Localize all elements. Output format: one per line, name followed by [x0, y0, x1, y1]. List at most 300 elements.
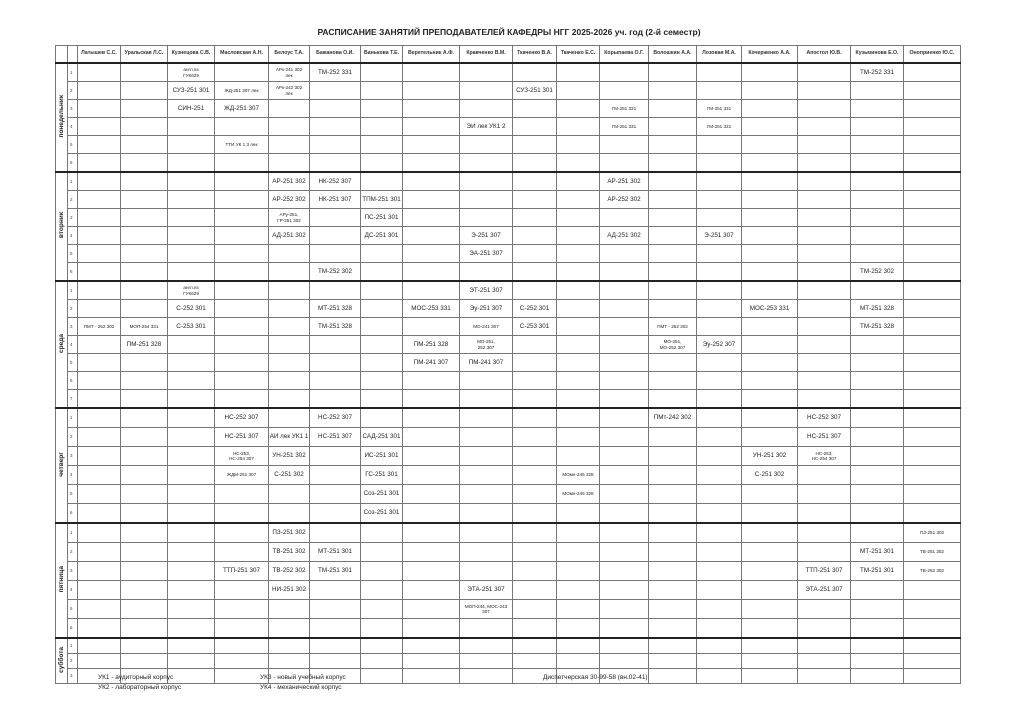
schedule-cell	[361, 354, 403, 372]
schedule-cell	[649, 300, 697, 318]
schedule-cell	[460, 263, 513, 282]
schedule-cell	[121, 263, 168, 282]
schedule-cell	[460, 408, 513, 428]
schedule-cell	[798, 619, 851, 639]
schedule-cell	[310, 638, 361, 654]
schedule-cell: НС-252 307	[310, 408, 361, 428]
schedule-cell: С-251 302	[269, 466, 310, 485]
schedule-cell	[742, 543, 798, 562]
schedule-cell	[215, 638, 269, 654]
schedule-cell	[557, 281, 600, 300]
schedule-cell	[649, 372, 697, 390]
schedule-cell	[649, 136, 697, 154]
teacher-header: Ванькова Т.Е.	[361, 46, 403, 64]
schedule-cell	[310, 504, 361, 524]
schedule-cell	[904, 408, 961, 428]
schedule-cell	[460, 172, 513, 191]
schedule-cell: АД-251 302	[600, 227, 649, 245]
schedule-cell	[361, 372, 403, 390]
schedule-cell	[168, 118, 215, 136]
lesson-number: 3	[68, 562, 78, 581]
schedule-cell	[798, 209, 851, 227]
schedule-cell: ПЗ-251 302	[904, 523, 961, 543]
schedule-cell	[742, 191, 798, 209]
schedule-cell	[649, 245, 697, 263]
schedule-cell: НК-251 307	[310, 191, 361, 209]
schedule-cell: ЭТ-251 307	[460, 281, 513, 300]
schedule-cell	[78, 300, 121, 318]
lesson-row	[56, 372, 961, 390]
schedule-cell	[460, 154, 513, 173]
schedule-cell	[78, 504, 121, 524]
schedule-cell	[697, 581, 742, 600]
schedule-cell	[851, 504, 904, 524]
schedule-cell	[798, 485, 851, 504]
schedule-cell: ТМ-251 328	[310, 318, 361, 336]
schedule-cell	[649, 227, 697, 245]
schedule-cell: англ.яз ГУК629	[168, 281, 215, 300]
schedule-cell	[403, 191, 460, 209]
schedule-cell	[215, 600, 269, 619]
schedule-cell	[600, 136, 649, 154]
schedule-cell	[557, 354, 600, 372]
day-label	[56, 408, 68, 523]
schedule-cell: ИС-251 301	[361, 447, 403, 466]
schedule-cell	[904, 300, 961, 318]
teacher-header: Кузьминова Е.О.	[851, 46, 904, 64]
schedule-cell	[649, 447, 697, 466]
schedule-cell	[78, 523, 121, 543]
schedule-cell: АР-251 302	[269, 172, 310, 191]
schedule-cell: ЖД-251 307	[215, 100, 269, 118]
schedule-cell	[851, 245, 904, 263]
schedule-cell	[600, 209, 649, 227]
schedule-cell	[649, 118, 697, 136]
schedule-cell: ГМ-251 331	[600, 118, 649, 136]
schedule-cell	[557, 523, 600, 543]
schedule-cell	[904, 154, 961, 173]
schedule-cell	[697, 390, 742, 409]
schedule-cell: СУЗ-251 301	[168, 82, 215, 100]
schedule-cell: ТВ-251 302	[904, 543, 961, 562]
schedule-cell: ТМ-251 301	[310, 562, 361, 581]
schedule-cell	[121, 281, 168, 300]
schedule-cell	[121, 600, 168, 619]
schedule-cell	[600, 245, 649, 263]
schedule-cell	[649, 63, 697, 82]
schedule-cell	[460, 523, 513, 543]
schedule-cell	[403, 447, 460, 466]
schedule-cell: НК-252 307	[310, 172, 361, 191]
schedule-cell: С-251 302	[742, 466, 798, 485]
teacher-header: Лозовая М.А.	[697, 46, 742, 64]
schedule-cell	[904, 136, 961, 154]
lesson-number: 6	[68, 504, 78, 524]
schedule-cell	[168, 523, 215, 543]
schedule-cell	[215, 619, 269, 639]
schedule-cell	[269, 136, 310, 154]
schedule-cell	[403, 100, 460, 118]
schedule-cell	[904, 245, 961, 263]
schedule-cell	[697, 447, 742, 466]
day-label-text: пятница	[57, 566, 65, 593]
schedule-cell	[513, 191, 557, 209]
schedule-cell	[403, 654, 460, 669]
schedule-cell	[460, 504, 513, 524]
schedule-cell	[403, 390, 460, 409]
schedule-cell	[513, 619, 557, 639]
schedule-cell	[742, 154, 798, 173]
schedule-cell	[600, 562, 649, 581]
schedule-cell	[168, 263, 215, 282]
day-label-text: понедельник	[57, 95, 65, 138]
schedule-cell: ГМ-251 331	[600, 100, 649, 118]
schedule-cell	[361, 600, 403, 619]
schedule-cell	[168, 466, 215, 485]
schedule-cell	[904, 172, 961, 191]
lesson-number: 6	[68, 372, 78, 390]
schedule-cell	[851, 372, 904, 390]
schedule-cell	[742, 136, 798, 154]
schedule-cell	[557, 154, 600, 173]
schedule-cell: ЭА-251 307	[460, 245, 513, 263]
schedule-cell	[851, 191, 904, 209]
schedule-cell	[215, 154, 269, 173]
lesson-number: 3	[68, 100, 78, 118]
schedule-cell	[78, 63, 121, 82]
lesson-number: 1	[68, 408, 78, 428]
schedule-cell: МО-251, МО-252 307	[649, 336, 697, 354]
schedule-cell	[513, 600, 557, 619]
schedule-cell: АР-252 302	[600, 191, 649, 209]
schedule-cell	[600, 504, 649, 524]
schedule-cell	[121, 118, 168, 136]
lesson-number: 4	[68, 466, 78, 485]
schedule-cell	[742, 372, 798, 390]
schedule-cell	[215, 390, 269, 409]
schedule-cell	[513, 543, 557, 562]
lesson-row	[56, 447, 961, 466]
schedule-cell	[460, 543, 513, 562]
lesson-number: 4	[68, 581, 78, 600]
schedule-cell	[403, 619, 460, 639]
schedule-cell	[269, 300, 310, 318]
schedule-cell	[78, 118, 121, 136]
schedule-cell	[742, 390, 798, 409]
legend-uk1: УК1 - аудиторный корпус	[98, 674, 174, 681]
schedule-cell	[649, 543, 697, 562]
schedule-cell	[269, 100, 310, 118]
day-label	[56, 523, 68, 638]
schedule-cell	[78, 136, 121, 154]
schedule-cell	[851, 82, 904, 100]
schedule-cell	[697, 354, 742, 372]
schedule-cell	[742, 281, 798, 300]
schedule-cell	[649, 619, 697, 639]
schedule-cell	[78, 154, 121, 173]
schedule-cell	[269, 245, 310, 263]
lesson-number: 4	[68, 227, 78, 245]
schedule-cell	[697, 191, 742, 209]
schedule-cell: МОмн-245 328	[557, 485, 600, 504]
schedule-cell: ТМ-252 331	[851, 63, 904, 82]
schedule-cell	[310, 227, 361, 245]
lesson-row	[56, 428, 961, 447]
schedule-cell	[851, 523, 904, 543]
schedule-cell: ТТП-251 307	[215, 562, 269, 581]
schedule-cell	[168, 619, 215, 639]
schedule-cell	[798, 318, 851, 336]
schedule-cell	[904, 118, 961, 136]
schedule-cell: НИ-251 302	[269, 581, 310, 600]
schedule-cell	[557, 82, 600, 100]
schedule-cell	[798, 543, 851, 562]
schedule-cell	[798, 372, 851, 390]
schedule-cell	[798, 390, 851, 409]
lesson-number: 3	[68, 209, 78, 227]
schedule-cell: МО-251, 252 307	[460, 336, 513, 354]
schedule-cell	[403, 227, 460, 245]
schedule-cell	[403, 485, 460, 504]
schedule-cell	[121, 209, 168, 227]
schedule-cell	[798, 227, 851, 245]
schedule-cell	[403, 408, 460, 428]
schedule-cell	[269, 600, 310, 619]
schedule-cell	[460, 390, 513, 409]
day-label-text: вторник	[57, 212, 65, 239]
schedule-cell	[649, 354, 697, 372]
schedule-cell	[78, 447, 121, 466]
schedule-cell	[168, 562, 215, 581]
schedule-cell	[78, 354, 121, 372]
schedule-cell	[460, 372, 513, 390]
schedule-cell	[215, 245, 269, 263]
lesson-row	[56, 63, 961, 82]
day-label-text: среда	[57, 333, 65, 353]
schedule-cell: ТВ-252 302	[269, 562, 310, 581]
schedule-cell	[121, 466, 168, 485]
schedule-cell: ТМ-252 302	[851, 263, 904, 282]
schedule-cell	[851, 172, 904, 191]
schedule-cell	[798, 638, 851, 654]
schedule-cell	[78, 191, 121, 209]
schedule-cell	[168, 191, 215, 209]
lesson-row	[56, 581, 961, 600]
schedule-cell	[513, 263, 557, 282]
schedule-cell: ПМТ - 252 302	[649, 318, 697, 336]
schedule-cell	[513, 523, 557, 543]
schedule-cell	[851, 118, 904, 136]
teacher-header: Бажанова О.И.	[310, 46, 361, 64]
schedule-cell	[361, 523, 403, 543]
schedule-cell	[557, 209, 600, 227]
schedule-cell	[78, 408, 121, 428]
lesson-row	[56, 562, 961, 581]
schedule-cell	[600, 600, 649, 619]
schedule-cell	[121, 485, 168, 504]
schedule-cell	[269, 372, 310, 390]
schedule-cell	[78, 428, 121, 447]
schedule-cell	[310, 390, 361, 409]
lesson-row	[56, 245, 961, 263]
lesson-row	[56, 408, 961, 428]
schedule-cell: МОП-254 331	[121, 318, 168, 336]
schedule-cell	[78, 466, 121, 485]
schedule-cell: Соз-251 301	[361, 504, 403, 524]
schedule-cell	[742, 523, 798, 543]
schedule-table	[55, 45, 961, 684]
schedule-cell	[557, 581, 600, 600]
schedule-cell	[513, 354, 557, 372]
schedule-cell	[557, 63, 600, 82]
schedule-cell	[168, 227, 215, 245]
schedule-cell	[649, 600, 697, 619]
schedule-cell	[513, 428, 557, 447]
schedule-cell	[697, 63, 742, 82]
schedule-cell	[904, 485, 961, 504]
lesson-number: 2	[68, 82, 78, 100]
schedule-cell	[121, 523, 168, 543]
schedule-cell	[513, 336, 557, 354]
schedule-cell	[851, 619, 904, 639]
schedule-cell	[269, 154, 310, 173]
lesson-row	[56, 523, 961, 543]
teacher-header: Кравченко В.М.	[460, 46, 513, 64]
schedule-cell	[557, 136, 600, 154]
schedule-cell	[798, 504, 851, 524]
schedule-cell	[557, 447, 600, 466]
schedule-cell	[697, 562, 742, 581]
schedule-cell: ПМт-242 302	[649, 408, 697, 428]
schedule-cell	[269, 504, 310, 524]
schedule-cell: СУЗ-251 301	[513, 82, 557, 100]
schedule-cell	[798, 466, 851, 485]
schedule-cell	[121, 300, 168, 318]
schedule-cell	[513, 136, 557, 154]
lesson-row	[56, 354, 961, 372]
schedule-cell: МТ-251 328	[851, 300, 904, 318]
schedule-cell	[742, 504, 798, 524]
schedule-cell	[649, 82, 697, 100]
lesson-row	[56, 638, 961, 654]
schedule-cell	[310, 485, 361, 504]
schedule-cell	[361, 118, 403, 136]
schedule-cell	[649, 523, 697, 543]
schedule-cell	[557, 263, 600, 282]
schedule-cell	[168, 485, 215, 504]
schedule-cell	[168, 172, 215, 191]
schedule-cell	[78, 372, 121, 390]
schedule-cell	[513, 562, 557, 581]
legend-uk3: УК3 - новый учебный корпус	[260, 674, 346, 681]
schedule-cell	[403, 543, 460, 562]
schedule-cell	[697, 654, 742, 669]
schedule-cell	[697, 300, 742, 318]
schedule-cell	[78, 100, 121, 118]
schedule-cell	[904, 504, 961, 524]
schedule-cell: ТТП-251 307	[798, 562, 851, 581]
schedule-cell	[215, 191, 269, 209]
schedule-cell	[600, 154, 649, 173]
schedule-cell: ГМ-251 331	[697, 100, 742, 118]
schedule-cell	[513, 372, 557, 390]
schedule-cell: С-252 301	[168, 300, 215, 318]
schedule-cell	[215, 263, 269, 282]
schedule-cell	[121, 372, 168, 390]
schedule-cell	[600, 300, 649, 318]
schedule-cell	[215, 654, 269, 669]
lesson-number: 4	[68, 118, 78, 136]
schedule-cell	[697, 466, 742, 485]
teacher-header: Латышев С.С.	[78, 46, 121, 64]
schedule-cell	[649, 504, 697, 524]
schedule-cell	[851, 136, 904, 154]
schedule-cell	[513, 466, 557, 485]
schedule-cell	[310, 447, 361, 466]
schedule-cell	[904, 100, 961, 118]
schedule-cell	[403, 318, 460, 336]
schedule-cell	[513, 654, 557, 669]
schedule-cell	[361, 654, 403, 669]
schedule-cell	[121, 354, 168, 372]
schedule-cell	[168, 428, 215, 447]
day-label	[56, 172, 68, 281]
schedule-cell	[557, 100, 600, 118]
schedule-cell: ТМ-252 302	[310, 263, 361, 282]
schedule-cell	[361, 581, 403, 600]
schedule-cell: НС-252 307	[798, 408, 851, 428]
schedule-cell	[742, 354, 798, 372]
schedule-cell: НС-253, НС-254 307	[798, 447, 851, 466]
schedule-cell	[121, 172, 168, 191]
schedule-cell	[310, 154, 361, 173]
schedule-cell	[78, 562, 121, 581]
schedule-cell	[168, 154, 215, 173]
schedule-cell	[742, 562, 798, 581]
schedule-cell	[215, 300, 269, 318]
schedule-cell	[904, 336, 961, 354]
schedule-cell	[269, 336, 310, 354]
schedule-cell	[361, 281, 403, 300]
schedule-cell	[697, 209, 742, 227]
schedule-cell	[600, 281, 649, 300]
teacher-header: Волошкин А.А.	[649, 46, 697, 64]
lesson-row	[56, 485, 961, 504]
schedule-cell: НС-253, НС-254 307	[215, 447, 269, 466]
schedule-cell	[904, 372, 961, 390]
schedule-cell	[600, 447, 649, 466]
schedule-cell	[904, 619, 961, 639]
schedule-cell: НС-252 307	[215, 408, 269, 428]
schedule-cell	[460, 562, 513, 581]
schedule-cell	[798, 281, 851, 300]
schedule-cell	[361, 100, 403, 118]
schedule-cell	[403, 281, 460, 300]
schedule-cell	[904, 428, 961, 447]
schedule-cell	[121, 581, 168, 600]
schedule-cell	[168, 638, 215, 654]
schedule-cell	[121, 619, 168, 639]
lesson-row	[56, 118, 961, 136]
schedule-cell	[851, 485, 904, 504]
schedule-cell	[742, 485, 798, 504]
schedule-cell	[361, 336, 403, 354]
schedule-cell: НС-251 307	[215, 428, 269, 447]
schedule-cell	[697, 504, 742, 524]
teacher-header: Масловская А.Н.	[215, 46, 269, 64]
schedule-cell	[121, 638, 168, 654]
schedule-cell	[557, 638, 600, 654]
